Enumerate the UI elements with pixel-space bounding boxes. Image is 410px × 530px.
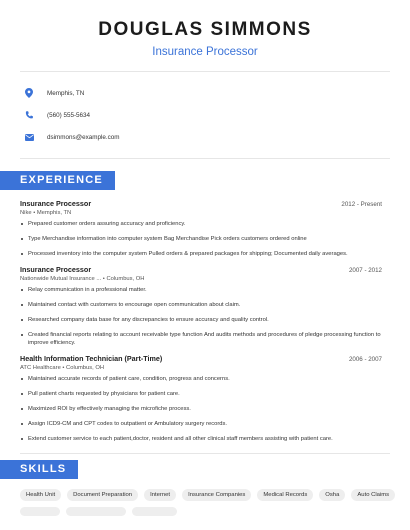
contact-block (0, 72, 410, 158)
skills-list (0, 479, 410, 501)
bullet-item: Relay communication in a professional matter. (20, 286, 382, 294)
bullet-item: Maximized ROI by effectively managing the microfiche process. (20, 405, 382, 413)
bullet-item: Extend customer service to each patient,doctor, resident and all other clinical staff members assisting with patient care. (20, 435, 382, 443)
job-title: Health Information Technician (Part-Time) (20, 354, 163, 363)
bullet-item: Created financial reports relating to account receivable type function And audits methods and procedures of pledge processing function to improve efficiency. (20, 331, 382, 347)
location-text: Memphis, TN (47, 89, 85, 97)
job-employer: Nationwide Mutual Insurance ... • Columbus, OH (20, 276, 145, 282)
experience-list (0, 199, 410, 443)
bullet-item: Maintained contact with customers to encourage open communication about claim. (20, 301, 382, 309)
resume-header (0, 0, 410, 58)
job-bullets (20, 375, 382, 443)
email-text[interactable]: dsimmons@example.com (47, 133, 120, 141)
bullet-item: Researched company data base for any discrepancies to ensure accuracy and quality control. (20, 316, 382, 324)
contact-phone (20, 106, 390, 124)
job-dates: 2006 - 2007 (348, 356, 382, 363)
job-dates: 2012 - Present (341, 201, 382, 208)
divider (20, 158, 390, 159)
job-entry (0, 199, 410, 258)
job-entry (0, 265, 410, 347)
skill-pill: Medical Records (257, 489, 313, 501)
job-bullets (20, 286, 382, 347)
job-dates: 2007 - 2012 (348, 267, 382, 274)
candidate-title: Insurance Processor (152, 46, 258, 58)
bullet-item: Pull patient charts requested by physicians for patient care. (20, 390, 382, 398)
phone-text: (560) 555-5634 (47, 111, 91, 119)
contact-location (20, 84, 390, 102)
job-entry (0, 354, 410, 443)
skill-pill-partial (132, 507, 177, 516)
skill-pill: Document Preparation (67, 489, 138, 501)
job-bullets (20, 220, 382, 258)
contact-email (20, 128, 390, 146)
job-employer: ATC Healthcare • Columbus, OH (20, 365, 105, 371)
skill-pill: Internet (144, 489, 176, 501)
skill-pill: Osha (319, 489, 345, 501)
skills-list-continued (0, 501, 410, 516)
skill-pill-partial (20, 507, 60, 516)
job-title: Insurance Processor (20, 265, 92, 274)
bullet-item: Prepared customer orders assuring accuracy and proficiency. (20, 220, 382, 228)
skill-pill: Auto Claims (351, 489, 395, 501)
phone-icon (22, 111, 36, 120)
job-employer: Nike • Memphis, TN (20, 210, 72, 216)
experience-heading: EXPERIENCE (0, 171, 115, 190)
bullet-item: Processed inventory into the computer system Pulled orders & prepared packages for shipping; Documented daily averages. (20, 250, 382, 258)
bullet-item: Maintained accurate records of patient care, condition, progress and concerns. (20, 375, 382, 383)
bullet-item: Assign ICD9-CM and CPT codes to outpatient or Ambulatory surgery records. (20, 420, 382, 428)
skill-pill-partial (66, 507, 126, 516)
bullet-item: Type Merchandise information into computer system Bag Merchandise Pick orders customers ordered online (20, 235, 382, 243)
skill-pill: Health Unit (20, 489, 61, 501)
job-title: Insurance Processor (20, 199, 92, 208)
skills-heading: SKILLS (0, 460, 78, 479)
skill-pill: Insurance Companies (182, 489, 251, 501)
candidate-name: DOUGLAS SIMMONS (98, 19, 312, 40)
divider (20, 453, 390, 454)
map-pin-icon (22, 88, 36, 98)
envelope-icon (22, 134, 36, 141)
